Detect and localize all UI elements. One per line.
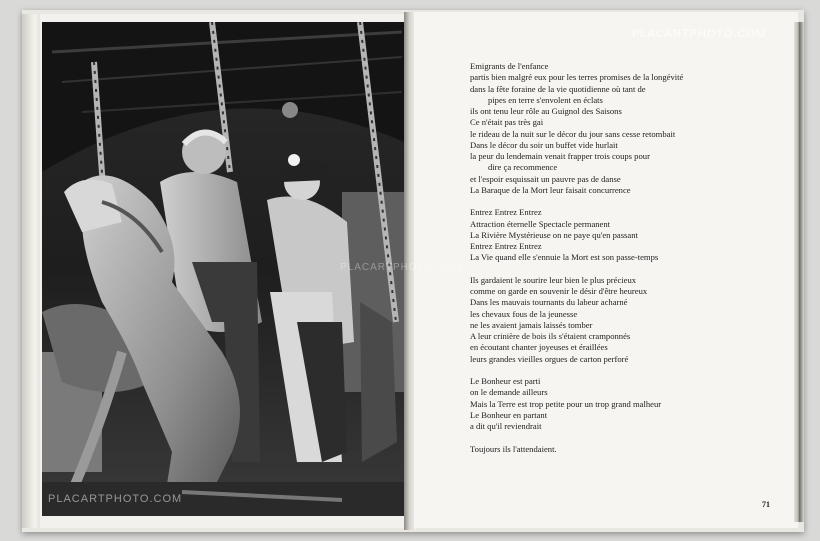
poem-stanza [470, 207, 770, 263]
left-page-edge [22, 14, 40, 528]
poem-line: Dans le décor du soir un buffet vide hurlait [470, 139, 618, 150]
poem-line: La Baraque de la Mort leur faisait concurrence [470, 184, 631, 195]
poem-line: ne les avaient jamais laissés tomber [470, 319, 593, 330]
poem-stanza [470, 275, 770, 365]
poem-line: Le Bonheur est parti [470, 376, 541, 386]
poem-line: Entrez Entrez Entrez [470, 241, 542, 251]
poem-line: on le demande ailleurs [470, 387, 548, 398]
poem-line: Le Bonheur en partant [470, 409, 548, 420]
poem-line: Mais la Terre est trop petite pour un trop grand malheur [470, 398, 662, 409]
poem-line: Attraction éternelle Spectacle permanent [470, 218, 611, 229]
poem-line: comme on garde en souvenir le désir d'être heureux [470, 286, 648, 296]
poem-line: partis bien malgré eux pour les terres promises de la longévité [470, 72, 684, 83]
poem-stanza [470, 444, 770, 455]
poem-line: a dit qu'il reviendrait [470, 421, 542, 431]
poem-line: Dans les mauvais tournants du labeur acharné [470, 297, 628, 308]
poem-line: leurs grandes vieilles orgues de carton perforé [470, 353, 629, 364]
poem-line: en écoutant chanter joyeuses et éraillées [470, 342, 608, 353]
poem-line: Ce n'était pas très gai [470, 117, 544, 128]
poem-line: A leur crinière de bois ils s'étaient cramponnés [470, 331, 631, 341]
poem-line: Ils gardaient le sourire leur bien le plus précieux [470, 274, 637, 285]
watermark-bottom: PLACARTPHOTO.COM [48, 493, 183, 505]
page-number: 71 [762, 500, 770, 509]
poem-line: Toujours ils l'attendaient. [470, 443, 557, 454]
watermark-middle: PLACARTPHOTO.COM [340, 262, 464, 273]
right-page-edge [794, 22, 804, 522]
poem-line: le rideau de la nuit sur le décor du jour sans cesse retombait [470, 128, 676, 139]
poem-stanza [470, 61, 770, 196]
poem-stanza [470, 376, 770, 432]
poem-line: Emigrants de l'enfance [470, 61, 549, 71]
poem-text [470, 61, 770, 466]
poem-line: les chevaux fous de la jeunesse [470, 308, 578, 319]
poem-line: et l'espoir esquissait un pauvre pas de danse [470, 173, 621, 184]
watermark-top: PLACARTPHOTO.COM [632, 28, 767, 40]
poem-line: pipes en terre s'envolent en éclats [488, 94, 603, 105]
poem-line: dire ça recommence [488, 162, 558, 173]
poem-line: dans la fête foraine de la vie quotidienne où tant de [470, 83, 646, 94]
poem-line: La Rivière Mystérieuse on ne paye qu'en passant [470, 229, 638, 240]
poem-line: La Vie quand elle s'ennuie la Mort est son passe-temps [470, 252, 659, 263]
poem-line: ils ont tenu leur rôle au Guignol des Saisons [470, 106, 622, 116]
poem-line: la peur du lendemain venait frapper trois coups pour [470, 151, 650, 161]
poem-line: Entrez Entrez Entrez [470, 207, 542, 218]
